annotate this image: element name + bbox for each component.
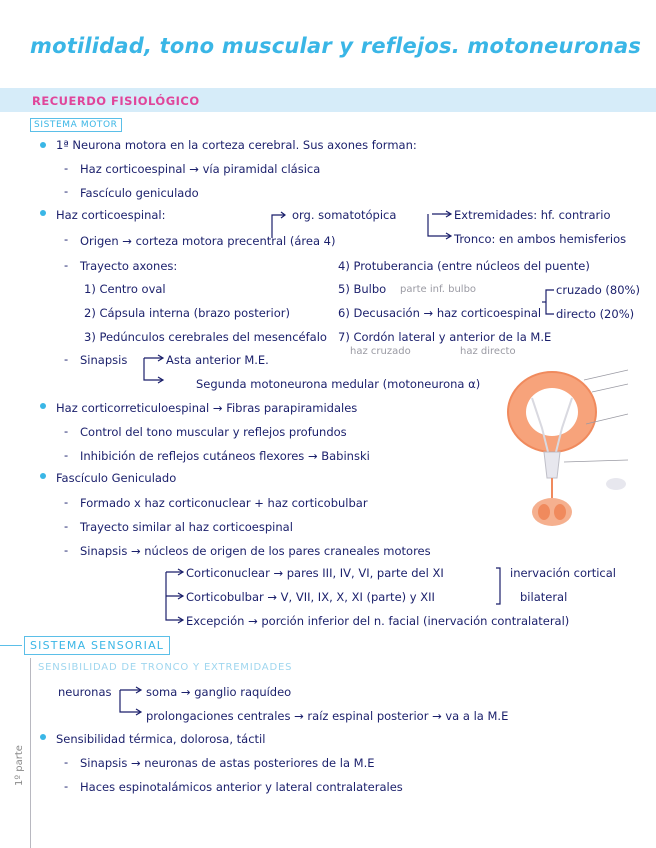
sub-item: Formado x haz corticonuclear + haz corticobulbar: [80, 496, 368, 510]
section-heading: RECUERDO FISIOLÓGICO: [32, 94, 200, 108]
branch-icon: [412, 208, 454, 240]
brain-illustration: [494, 366, 634, 536]
branch-icon: [152, 562, 186, 626]
trajectory-step: 4) Protuberancia (entre núcleos del puente): [338, 259, 590, 273]
dash-icon: -: [64, 184, 69, 198]
sub-item: Trayecto similar al haz corticoespinal: [80, 520, 293, 534]
trajectory-step: 7) Cordón lateral y anterior de la M.E: [338, 330, 552, 344]
origin-text: Origen → corteza motora precentral (área 4): [80, 234, 336, 248]
trajectory-heading: Trayecto axones:: [80, 259, 178, 273]
dash-icon: -: [64, 424, 69, 438]
dash-icon: -: [64, 519, 69, 533]
innervation-cortical: inervación cortical: [510, 566, 616, 580]
dash-icon: -: [64, 232, 69, 246]
dash-icon: -: [64, 352, 69, 366]
dash-icon: -: [64, 161, 69, 175]
somatotopic-label: org. somatotópica: [292, 208, 397, 222]
trajectory-step: 3) Pedúnculos cerebrales del mesencéfalo: [84, 330, 327, 344]
trajectory-step: 5) Bulbo: [338, 282, 387, 296]
page-part-label: 1º parte: [14, 745, 25, 786]
branch-icon: [140, 352, 166, 386]
exception-line: Excepción → porción inferior del n. facial (inervación contralateral): [186, 614, 570, 628]
direct-percentage: directo (20%): [556, 307, 635, 321]
sub-item: Fascículo geniculado: [80, 186, 199, 200]
direct-note: haz directo: [460, 346, 516, 357]
bullet-icon: [40, 142, 46, 148]
trunk-text: Tronco: en ambos hemisferios: [454, 232, 627, 246]
dash-icon: -: [64, 258, 69, 272]
sub-item: Control del tono muscular y reflejos profundos: [80, 425, 347, 439]
prolongations-line: prolongaciones centrales → raíz espinal posterior → va a la M.E: [146, 709, 509, 723]
sub-item: Sinapsis → neuronas de astas posteriores de la M.E: [80, 756, 375, 770]
trajectory-step: 2) Cápsula interna (brazo posterior): [84, 306, 290, 320]
sub-item: Sinapsis → núcleos de origen de los pares craneales motores: [80, 544, 431, 558]
subsection-heading: SENSIBILIDAD DE TRONCO Y EXTREMIDADES: [38, 662, 293, 673]
reticulospinal-heading: Haz corticorreticuloespinal → Fibras parapiramidales: [56, 401, 358, 415]
synapse-target: Asta anterior M.E.: [166, 353, 269, 367]
innervation-bilateral: bilateral: [520, 590, 568, 604]
bullet-icon: [40, 210, 46, 216]
page-title: motilidad, tono muscular y reflejos. motoneuronas: [30, 34, 642, 58]
motor-box-label: SISTEMA MOTOR: [30, 118, 122, 132]
second-motoneuron: Segunda motoneurona medular (motoneurona α): [196, 377, 481, 391]
trajectory-step: 6) Decusación → haz corticoespinal: [338, 306, 542, 320]
geniculate-heading: Fascículo Geniculado: [56, 471, 177, 485]
sub-item: Haz corticoespinal → vía piramidal clásica: [80, 162, 321, 176]
dash-icon: -: [64, 543, 69, 557]
crossed-percentage: cruzado (80%): [556, 283, 640, 297]
haz-heading: Haz corticoespinal:: [56, 208, 166, 222]
soma-line: soma → ganglio raquídeo: [146, 685, 292, 699]
bullet-icon: [40, 473, 46, 479]
brace-icon: [492, 566, 506, 606]
synapse-label: Sinapsis: [80, 353, 128, 367]
neurons-label: neuronas: [58, 685, 112, 699]
rule-line: [0, 645, 22, 646]
sub-item: Inhibición de reflejos cutáneos flexores → Babinski: [80, 449, 370, 463]
corticonuclear-line: Corticonuclear → pares III, IV, VI, parte del XI: [186, 566, 444, 580]
bullet-icon: [40, 734, 46, 740]
margin-line: [30, 658, 31, 848]
extremities-text: Extremidades: hf. contrario: [454, 208, 611, 222]
crossed-note: haz cruzado: [350, 346, 411, 357]
sub-item: Haces espinotalámicos anterior y lateral contralaterales: [80, 780, 403, 794]
trajectory-step: 1) Centro oval: [84, 282, 166, 296]
sensitivity-heading: Sensibilidad térmica, dolorosa, táctil: [56, 732, 266, 746]
dash-icon: -: [64, 779, 69, 793]
bullet-icon: [40, 403, 46, 409]
branch-icon: [114, 684, 144, 718]
dash-icon: -: [64, 448, 69, 462]
bulb-note: parte inf. bulbo: [400, 284, 477, 295]
corticobulbar-line: Corticobulbar → V, VII, IX, X, XI (parte) y XII: [186, 590, 435, 604]
sensorial-box-label: SISTEMA SENSORIAL: [24, 636, 170, 655]
dash-icon: -: [64, 495, 69, 509]
dash-icon: -: [64, 755, 69, 769]
neuron-line: 1ª Neurona motora en la corteza cerebral. Sus axones forman:: [56, 138, 417, 152]
